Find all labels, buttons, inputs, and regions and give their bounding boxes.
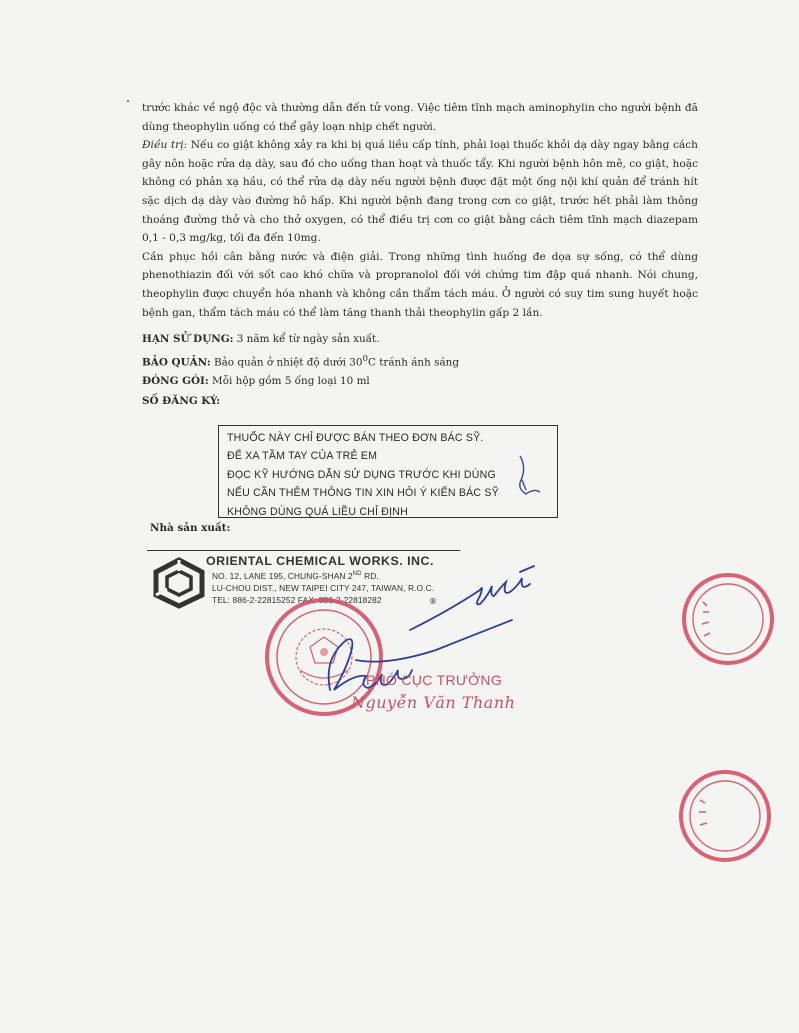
storage-value-end: C tránh ánh sáng — [367, 355, 459, 368]
official-name: Nguyễn Văn Thanh — [351, 693, 516, 712]
registered-mark: ® — [429, 597, 437, 606]
address-street: NO. 12, LANE 195, CHUNG-SHAN 2 — [212, 570, 353, 581]
warning-prescription: THUỐC NÀY CHỈ ĐƯỢC BÁN THEO ĐƠN BÁC SỸ. — [227, 432, 484, 444]
warning-read-instructions: ĐỌC KỸ HƯỚNG DẪN SỬ DỤNG TRƯỚC KHI DÙNG — [227, 468, 496, 481]
manufacturer-phone-fax: TEL: 886-2-22815252 FAX: 886-2-22818282 — [212, 594, 382, 605]
shelf-life-value: 3 năm kể từ ngày sản xuất. — [233, 333, 380, 345]
signature-upper-right — [410, 566, 534, 630]
degree-mark: 0 — [362, 353, 368, 364]
storage-value: Bảo quản ở nhiệt độ dưới 30 — [210, 355, 363, 368]
warning-dosage: KHÔNG DÙNG QUÁ LIỀU CHỈ ĐỊNH — [227, 505, 409, 518]
treatment-text: Nếu co giật không xảy ra khi bị quá liều cấp tính, phải loại thuốc khỏi dạ dày ngay bằng cách gây nôn hoặc rửa dạ dày, sau đó cho uống than hoạt và thuốc tẩy. Khi người bệnh hôn mê, co giật, hoặc không có phản xạ hầu, có thể rửa dạ dày nếu người bệnh được đặt một ống nội khí quản để tránh hít sặc dịch dạ dày vào đường hô hấp. Khi người bệnh đang trong cơn co giật, trước hết phải làm thông thoáng đường thở và cho thở oxygen, có thể điều trị cơn co giật bằng cách tiêm tĩnh mạch diazepam 0,1 - 0,3 mg/kg, tối đa đến 10mg. — [142, 139, 698, 245]
box-initial-signature — [520, 456, 540, 494]
warning-children: ĐỂ XA TẦM TAY CỦA TRẺ EM — [227, 450, 378, 463]
official-title: PHÓ CỤC TRƯỞNG — [366, 672, 503, 688]
storage-label: BẢO QUẢN: — [142, 355, 211, 368]
warning-ask-doctor: NẾU CẦN THÊM THÔNG TIN XIN HỎI Ý KIẾN BÁC SỸ — [227, 487, 499, 500]
paragraph-overdose: trước khác về ngộ độc và thường dẫn đến tử vong. Việc tiêm tĩnh mạch aminophylin cho người bệnh đã dùng theophylin uống có thể gây loạn nhịp chết người. — [142, 102, 698, 133]
address-road: RD. — [361, 570, 379, 581]
treatment-label: Điều trị: — [142, 139, 188, 152]
address-ordinal: ND — [352, 571, 362, 577]
shelf-life-label: HẠN SỬ DỤNG: — [142, 333, 234, 345]
manufacturer-name: ORIENTAL CHEMICAL WORKS. INC. — [206, 554, 434, 568]
manufacturer-label: Nhà sản xuất: — [150, 522, 231, 534]
paragraph-electrolytes: Cần phục hồi cân bằng nước và điện giải. Trong những tình huống đe dọa sự sống, có thể dùng phenothiazin đối với sốt cao khó chữa và propranolol đối với chứng tim đập quá nhanh. Nói chung, theophylin được chuyển hóa nhanh và không cần thẩm tách máu. Ở người có suy tim sung huyết hoặc bệnh gan, thẩm tách máu có thể làm tăng thanh thải theophylin gấp 2 lần. — [142, 250, 698, 319]
registration-label: SỐ ĐĂNG KÝ: — [142, 394, 221, 407]
edge-seal-top-icon — [684, 575, 772, 663]
packaging-value: Mỗi hộp gồm 5 ống loại 10 ml — [208, 375, 370, 388]
packaging-label: ĐÓNG GÓI: — [142, 375, 209, 388]
edge-seal-bottom-icon — [681, 772, 769, 860]
manufacturer-address-2: LU-CHOU DIST., NEW TAIPEI CITY 247, TAIWAN, R.O.C. — [212, 582, 435, 593]
